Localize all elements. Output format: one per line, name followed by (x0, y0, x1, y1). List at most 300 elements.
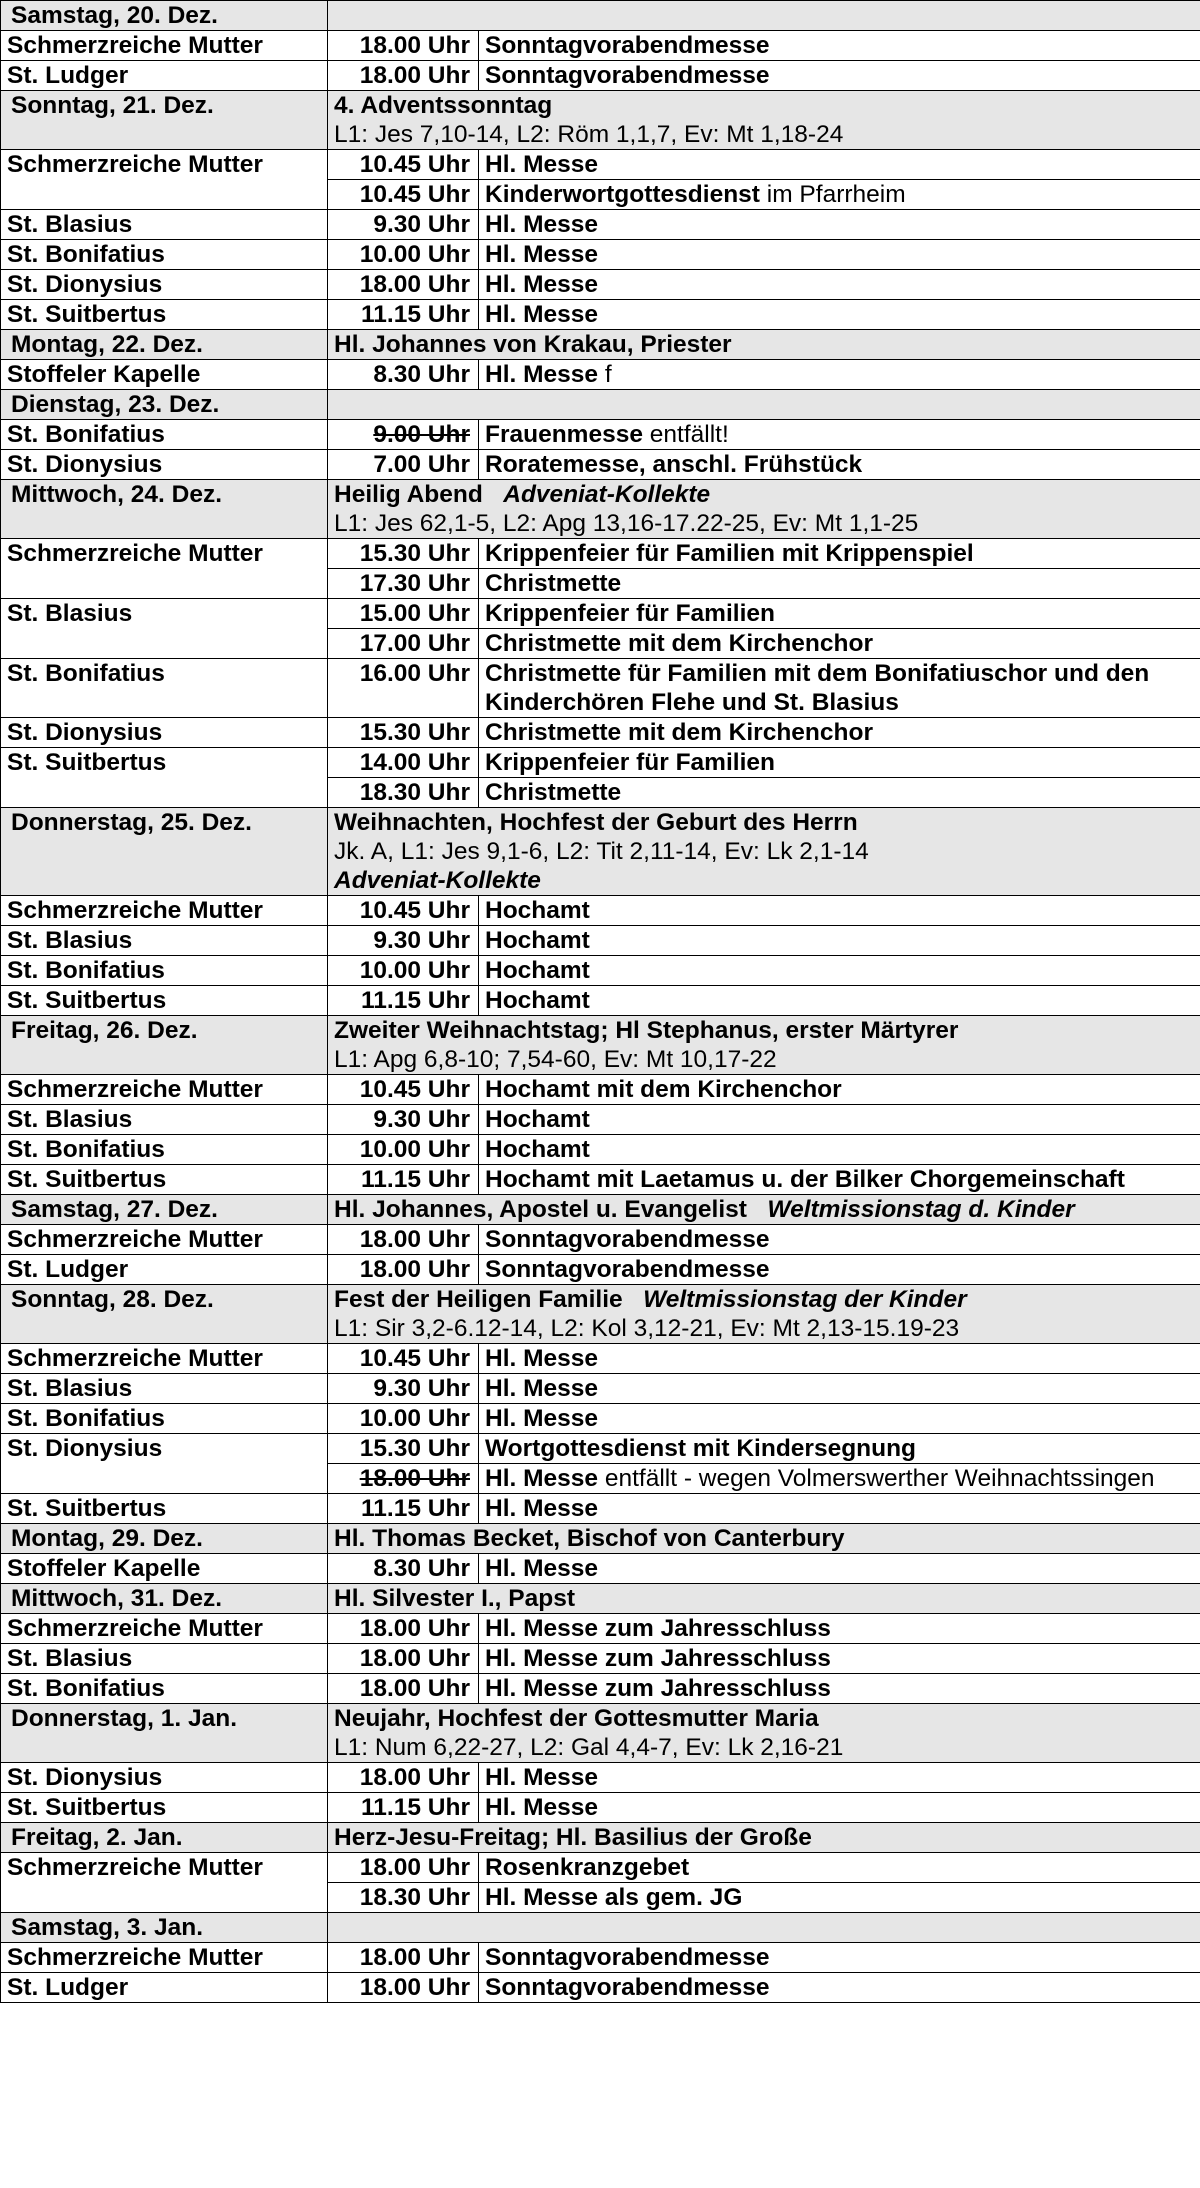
service-title: Wortgottesdienst mit Kindersegnung (485, 1435, 917, 1462)
service-row (1, 1165, 1200, 1195)
service-time: 10.00 Uhr (328, 956, 479, 986)
service-description (479, 1464, 1200, 1494)
service-row (1, 1494, 1200, 1524)
service-description (479, 1434, 1200, 1464)
service-time: 10.45 Uhr (328, 1344, 479, 1374)
church-name: Schmerzreiche Mutter (1, 1853, 328, 1883)
service-description (479, 1674, 1200, 1704)
service-time: 10.45 Uhr (328, 896, 479, 926)
church-name: St. Dionysius (1, 270, 328, 300)
day-header-row (1, 480, 1200, 539)
service-title: Hl. Messe (485, 361, 599, 388)
service-row (1, 1135, 1200, 1165)
service-note: entfällt - wegen Volmerswerther Weihnachtssingen (598, 1465, 1155, 1492)
service-time: 9.30 Uhr (328, 210, 479, 240)
day-info-line (334, 509, 1196, 538)
service-note: f (598, 361, 612, 388)
day-date: Dienstag, 23. Dez. (1, 390, 328, 420)
day-date: Sonntag, 28. Dez. (1, 1285, 328, 1344)
service-description (479, 569, 1200, 599)
day-header-row (1, 1195, 1200, 1225)
service-row (1, 1644, 1200, 1674)
church-name (1, 569, 328, 599)
service-description (479, 896, 1200, 926)
service-row (1, 31, 1200, 61)
service-row (1, 1793, 1200, 1823)
reading-text: L1: Jes 7,10-14, L2: Röm 1,1,7, Ev: Mt 1,18-24 (334, 121, 844, 148)
service-time: 7.00 Uhr (328, 450, 479, 480)
day-info-line (334, 867, 541, 894)
day-header-row (1, 1, 1200, 31)
service-time: 9.30 Uhr (328, 926, 479, 956)
feast-title: Hl. Johannes von Krakau, Priester (334, 331, 732, 358)
church-name: St. Bonifatius (1, 1404, 328, 1434)
day-header-row (1, 330, 1200, 360)
service-row (1, 1225, 1200, 1255)
day-date: Samstag, 20. Dez. (1, 1, 328, 31)
church-name: St. Blasius (1, 599, 328, 629)
service-row (1, 1255, 1200, 1285)
service-description (479, 926, 1200, 956)
service-time: 10.45 Uhr (328, 150, 479, 180)
schedule-body (1, 1, 1200, 2003)
service-row (1, 539, 1200, 569)
collection-text: Adveniat-Kollekte (334, 867, 541, 894)
service-row (1, 659, 1200, 718)
day-info (328, 1195, 1200, 1225)
service-time: 18.00 Uhr (328, 270, 479, 300)
service-time: 18.00 Uhr (328, 1644, 479, 1674)
service-row (1, 300, 1200, 330)
feast-title: Zweiter Weihnachtstag; Hl Stephanus, erster Märtyrer (334, 1017, 959, 1044)
feast-title: Weihnachten, Hochfest der Geburt des Herrn (334, 809, 858, 836)
service-title: Hochamt (485, 1136, 590, 1163)
service-description (479, 1853, 1200, 1883)
service-description (479, 1404, 1200, 1434)
service-description (479, 1763, 1200, 1793)
service-title: Christmette (485, 570, 622, 597)
church-name: St. Blasius (1, 926, 328, 956)
day-date: Donnerstag, 1. Jan. (1, 1704, 328, 1763)
service-title: Hl. Messe (485, 301, 599, 328)
service-description (479, 956, 1200, 986)
service-row (1, 1344, 1200, 1374)
church-name: Schmerzreiche Mutter (1, 896, 328, 926)
service-title: Sonntagvorabendmesse (485, 32, 770, 59)
church-name: Schmerzreiche Mutter (1, 150, 328, 180)
day-info (328, 91, 1200, 150)
day-header-row (1, 808, 1200, 896)
feast-title: Heilig Abend (334, 481, 483, 508)
church-name: St. Ludger (1, 1255, 328, 1285)
service-description (479, 210, 1200, 240)
day-date: Donnerstag, 25. Dez. (1, 808, 328, 896)
service-time: 18.00 Uhr (328, 61, 479, 91)
service-title: Sonntagvorabendmesse (485, 1944, 770, 1971)
service-row (1, 420, 1200, 450)
service-row (1, 1075, 1200, 1105)
service-title: Hl. Messe (485, 1405, 599, 1432)
service-title: Hl. Messe (485, 1555, 599, 1582)
day-info (328, 1704, 1200, 1763)
service-description (479, 1105, 1200, 1135)
service-time: 11.15 Uhr (328, 986, 479, 1016)
day-info-line (334, 1524, 1196, 1553)
church-name: St. Suitbertus (1, 1165, 328, 1195)
day-info-line (334, 1823, 1196, 1852)
service-time: 18.00 Uhr (328, 31, 479, 61)
service-time: 17.30 Uhr (328, 569, 479, 599)
service-description (479, 1614, 1200, 1644)
service-description (479, 986, 1200, 1016)
service-title: Hl. Messe zum Jahresschluss (485, 1615, 831, 1642)
church-name: Schmerzreiche Mutter (1, 1225, 328, 1255)
service-description (479, 1374, 1200, 1404)
church-name: St. Blasius (1, 1644, 328, 1674)
service-title: Hl. Messe (485, 1345, 599, 1372)
service-title: Hl. Messe (485, 1764, 599, 1791)
reading-text: L1: Sir 3,2-6.12-14, L2: Kol 3,12-21, Ev: Mt 2,13-15.19-23 (334, 1315, 960, 1342)
service-time: 15.00 Uhr (328, 599, 479, 629)
service-time: 10.45 Uhr (328, 180, 479, 210)
service-time: 11.15 Uhr (328, 1165, 479, 1195)
day-info (328, 1584, 1200, 1614)
service-row (1, 896, 1200, 926)
service-description (479, 1135, 1200, 1165)
church-name: Stoffeler Kapelle (1, 1554, 328, 1584)
day-header-row (1, 1584, 1200, 1614)
day-info-line (334, 808, 1196, 837)
service-row (1, 180, 1200, 210)
day-header-row (1, 91, 1200, 150)
reading-text: L1: Jes 62,1-5, L2: Apg 13,16-17.22-25, Ev: Mt 1,1-25 (334, 510, 919, 537)
church-name: Schmerzreiche Mutter (1, 539, 328, 569)
day-info (328, 390, 1200, 420)
feast-title: Hl. Johannes, Apostel u. Evangelist (334, 1196, 747, 1223)
service-time: 18.00 Uhr (328, 1853, 479, 1883)
service-title: Hl. Messe (485, 1794, 599, 1821)
service-row (1, 778, 1200, 808)
service-time: 18.00 Uhr (328, 1614, 479, 1644)
day-info (328, 1016, 1200, 1075)
service-time: 8.30 Uhr (328, 1554, 479, 1584)
service-title: Hl. Messe (485, 211, 599, 238)
service-row (1, 1434, 1200, 1464)
church-name (1, 1883, 328, 1913)
service-row (1, 1404, 1200, 1434)
day-info-line (334, 1195, 1196, 1224)
service-row (1, 1105, 1200, 1135)
service-description (479, 629, 1200, 659)
service-row (1, 210, 1200, 240)
service-description (479, 1644, 1200, 1674)
service-description (479, 1554, 1200, 1584)
service-time: 11.15 Uhr (328, 1793, 479, 1823)
service-title: Hl. Messe (485, 1495, 599, 1522)
service-title: Hl. Messe (485, 1375, 599, 1402)
church-name: St. Blasius (1, 1374, 328, 1404)
service-title: Sonntagvorabendmesse (485, 1226, 770, 1253)
day-date: Mittwoch, 31. Dez. (1, 1584, 328, 1614)
church-name: St. Bonifatius (1, 240, 328, 270)
day-info-line (334, 1584, 1196, 1613)
day-info-line (334, 1704, 1196, 1733)
service-row (1, 61, 1200, 91)
church-name: Schmerzreiche Mutter (1, 1614, 328, 1644)
church-name: St. Suitbertus (1, 300, 328, 330)
service-description (479, 718, 1200, 748)
church-name: St. Ludger (1, 1973, 328, 2003)
church-name: Schmerzreiche Mutter (1, 1075, 328, 1105)
service-row (1, 718, 1200, 748)
service-description (479, 1075, 1200, 1105)
feast-title: Herz-Jesu-Freitag; Hl. Basilius der Große (334, 1824, 812, 1851)
church-name: St. Bonifatius (1, 420, 328, 450)
day-info-line (334, 330, 1196, 359)
church-name (1, 629, 328, 659)
service-time: 10.00 Uhr (328, 1404, 479, 1434)
service-title: Hl. Messe als gem. JG (485, 1884, 743, 1911)
church-name: Schmerzreiche Mutter (1, 1344, 328, 1374)
service-time: 15.30 Uhr (328, 1434, 479, 1464)
church-name: St. Suitbertus (1, 1494, 328, 1524)
service-time: 16.00 Uhr (328, 659, 479, 718)
service-row (1, 1943, 1200, 1973)
church-name: Stoffeler Kapelle (1, 360, 328, 390)
service-time: 18.00 Uhr (328, 1464, 479, 1494)
service-description (479, 240, 1200, 270)
service-title: Hochamt (485, 927, 590, 954)
church-name (1, 1464, 328, 1494)
day-info-line (334, 120, 1196, 149)
day-info (328, 1285, 1200, 1344)
service-description (479, 1225, 1200, 1255)
service-description (479, 1943, 1200, 1973)
church-name: St. Dionysius (1, 718, 328, 748)
service-description (479, 1793, 1200, 1823)
feast-note: Weltmissionstag der Kinder (643, 1286, 967, 1313)
service-row (1, 748, 1200, 778)
service-description (479, 270, 1200, 300)
service-time: 18.00 Uhr (328, 1674, 479, 1704)
day-info-line (334, 837, 1196, 866)
church-name: Schmerzreiche Mutter (1, 31, 328, 61)
church-name: St. Dionysius (1, 1434, 328, 1464)
service-time: 10.00 Uhr (328, 1135, 479, 1165)
reading-text: L1: Num 6,22-27, L2: Gal 4,4-7, Ev: Lk 2,16-21 (334, 1734, 844, 1761)
service-time: 15.30 Uhr (328, 539, 479, 569)
day-info-line (334, 1045, 1196, 1074)
day-header-row (1, 1285, 1200, 1344)
service-row (1, 1763, 1200, 1793)
service-description (479, 778, 1200, 808)
service-description (479, 61, 1200, 91)
service-time: 14.00 Uhr (328, 748, 479, 778)
service-time: 15.30 Uhr (328, 718, 479, 748)
service-note: entfällt! (642, 421, 729, 448)
service-row (1, 629, 1200, 659)
day-header-row (1, 1016, 1200, 1075)
service-title: Roratemesse, anschl. Frühstück (485, 451, 863, 478)
day-info (328, 1823, 1200, 1853)
service-row (1, 986, 1200, 1016)
day-info-line (334, 1016, 1196, 1045)
day-info (328, 1, 1200, 31)
service-row (1, 1464, 1200, 1494)
day-date: Freitag, 26. Dez. (1, 1016, 328, 1075)
day-info (328, 1524, 1200, 1554)
service-description (479, 1494, 1200, 1524)
day-header-row (1, 1704, 1200, 1763)
service-row (1, 1554, 1200, 1584)
service-row (1, 1614, 1200, 1644)
service-row (1, 926, 1200, 956)
service-title: Christmette für Familien mit dem Bonifatiuschor und den Kinderchören Flehe und St. Blasius (485, 660, 1150, 716)
service-description (479, 539, 1200, 569)
service-title: Hochamt mit dem Kirchenchor (485, 1076, 842, 1103)
service-row (1, 150, 1200, 180)
service-title: Hl. Messe (485, 241, 599, 268)
service-description (479, 1165, 1200, 1195)
service-description (479, 31, 1200, 61)
service-time: 11.15 Uhr (328, 1494, 479, 1524)
service-time: 18.30 Uhr (328, 1883, 479, 1913)
church-name: St. Dionysius (1, 450, 328, 480)
service-time: 18.00 Uhr (328, 1943, 479, 1973)
service-title: Hochamt (485, 897, 590, 924)
day-info-line (334, 1314, 1196, 1343)
feast-title: 4. Adventssonntag (334, 92, 553, 119)
feast-title: Neujahr, Hochfest der Gottesmutter Maria (334, 1705, 819, 1732)
service-time: 18.00 Uhr (328, 1973, 479, 2003)
service-description (479, 599, 1200, 629)
service-description (479, 420, 1200, 450)
service-row (1, 270, 1200, 300)
church-name: St. Bonifatius (1, 659, 328, 718)
service-time: 10.00 Uhr (328, 240, 479, 270)
service-time: 11.15 Uhr (328, 300, 479, 330)
day-info (328, 1913, 1200, 1943)
service-time: 8.30 Uhr (328, 360, 479, 390)
church-name: St. Dionysius (1, 1763, 328, 1793)
feast-note: Weltmissionstag d. Kinder (767, 1196, 1075, 1223)
day-date: Sonntag, 21. Dez. (1, 91, 328, 150)
church-name: St. Bonifatius (1, 1674, 328, 1704)
service-row (1, 1973, 1200, 2003)
church-name: St. Suitbertus (1, 1793, 328, 1823)
feast-title: Hl. Silvester I., Papst (334, 1585, 576, 1612)
day-info-line (334, 480, 1196, 509)
day-date: Samstag, 3. Jan. (1, 1913, 328, 1943)
church-name (1, 180, 328, 210)
service-time: 18.00 Uhr (328, 1763, 479, 1793)
service-row (1, 956, 1200, 986)
service-title: Krippenfeier für Familien (485, 749, 775, 776)
service-title: Sonntagvorabendmesse (485, 1974, 770, 2001)
service-description (479, 659, 1200, 718)
day-header-row (1, 1823, 1200, 1853)
service-time: 18.30 Uhr (328, 778, 479, 808)
day-info-line (334, 1285, 1196, 1314)
feast-note: Adveniat-Kollekte (503, 481, 711, 508)
day-header-row (1, 1524, 1200, 1554)
service-title: Sonntagvorabendmesse (485, 62, 770, 89)
day-date: Mittwoch, 24. Dez. (1, 480, 328, 539)
service-title: Hl. Messe zum Jahresschluss (485, 1675, 831, 1702)
day-info-line (334, 1733, 1196, 1762)
church-name: St. Suitbertus (1, 986, 328, 1016)
feast-title: Fest der Heiligen Familie (334, 1286, 623, 1313)
reading-text: L1: Apg 6,8-10; 7,54-60, Ev: Mt 10,17-22 (334, 1046, 777, 1073)
service-description (479, 1344, 1200, 1374)
service-description (479, 1883, 1200, 1913)
service-row (1, 360, 1200, 390)
service-description (479, 180, 1200, 210)
service-row (1, 450, 1200, 480)
service-row (1, 240, 1200, 270)
service-title: Hochamt (485, 1106, 590, 1133)
church-name: St. Blasius (1, 1105, 328, 1135)
church-name: St. Suitbertus (1, 748, 328, 778)
day-info (328, 330, 1200, 360)
service-description (479, 1255, 1200, 1285)
reading-text: Jk. A, L1: Jes 9,1-6, L2: Tit 2,11-14, Ev: Lk 2,1-14 (334, 838, 869, 865)
day-date: Montag, 22. Dez. (1, 330, 328, 360)
day-header-row (1, 390, 1200, 420)
service-time: 9.30 Uhr (328, 1374, 479, 1404)
service-title: Hochamt (485, 987, 590, 1014)
service-time: 10.45 Uhr (328, 1075, 479, 1105)
service-time: 18.00 Uhr (328, 1225, 479, 1255)
service-row (1, 1374, 1200, 1404)
service-title: Krippenfeier für Familien mit Krippenspiel (485, 540, 974, 567)
feast-title: Hl. Thomas Becket, Bischof von Canterbury (334, 1525, 845, 1552)
church-name (1, 778, 328, 808)
service-title: Hl. Messe (485, 1465, 599, 1492)
service-row (1, 1883, 1200, 1913)
service-title: Christmette mit dem Kirchenchor (485, 630, 873, 657)
church-name: St. Bonifatius (1, 956, 328, 986)
day-date: Samstag, 27. Dez. (1, 1195, 328, 1225)
service-note: im Pfarrheim (759, 181, 906, 208)
service-title: Hl. Messe (485, 271, 599, 298)
service-row (1, 1674, 1200, 1704)
day-date: Freitag, 2. Jan. (1, 1823, 328, 1853)
service-description (479, 748, 1200, 778)
church-name: St. Bonifatius (1, 1135, 328, 1165)
service-description (479, 450, 1200, 480)
service-description (479, 300, 1200, 330)
service-title: Krippenfeier für Familien (485, 600, 775, 627)
day-info-line (334, 91, 1196, 120)
service-time: 18.00 Uhr (328, 1255, 479, 1285)
church-name: Schmerzreiche Mutter (1, 1943, 328, 1973)
service-row (1, 569, 1200, 599)
service-title: Christmette (485, 779, 622, 806)
church-name: St. Ludger (1, 61, 328, 91)
service-description (479, 150, 1200, 180)
church-name: St. Blasius (1, 210, 328, 240)
service-description (479, 1973, 1200, 2003)
service-title: Frauenmesse (485, 421, 643, 448)
day-info (328, 808, 1200, 896)
day-header-row (1, 1913, 1200, 1943)
service-time: 9.00 Uhr (328, 420, 479, 450)
service-title: Rosenkranzgebet (485, 1854, 690, 1881)
service-title: Hl. Messe (485, 151, 599, 178)
day-date: Montag, 29. Dez. (1, 1524, 328, 1554)
service-description (479, 360, 1200, 390)
